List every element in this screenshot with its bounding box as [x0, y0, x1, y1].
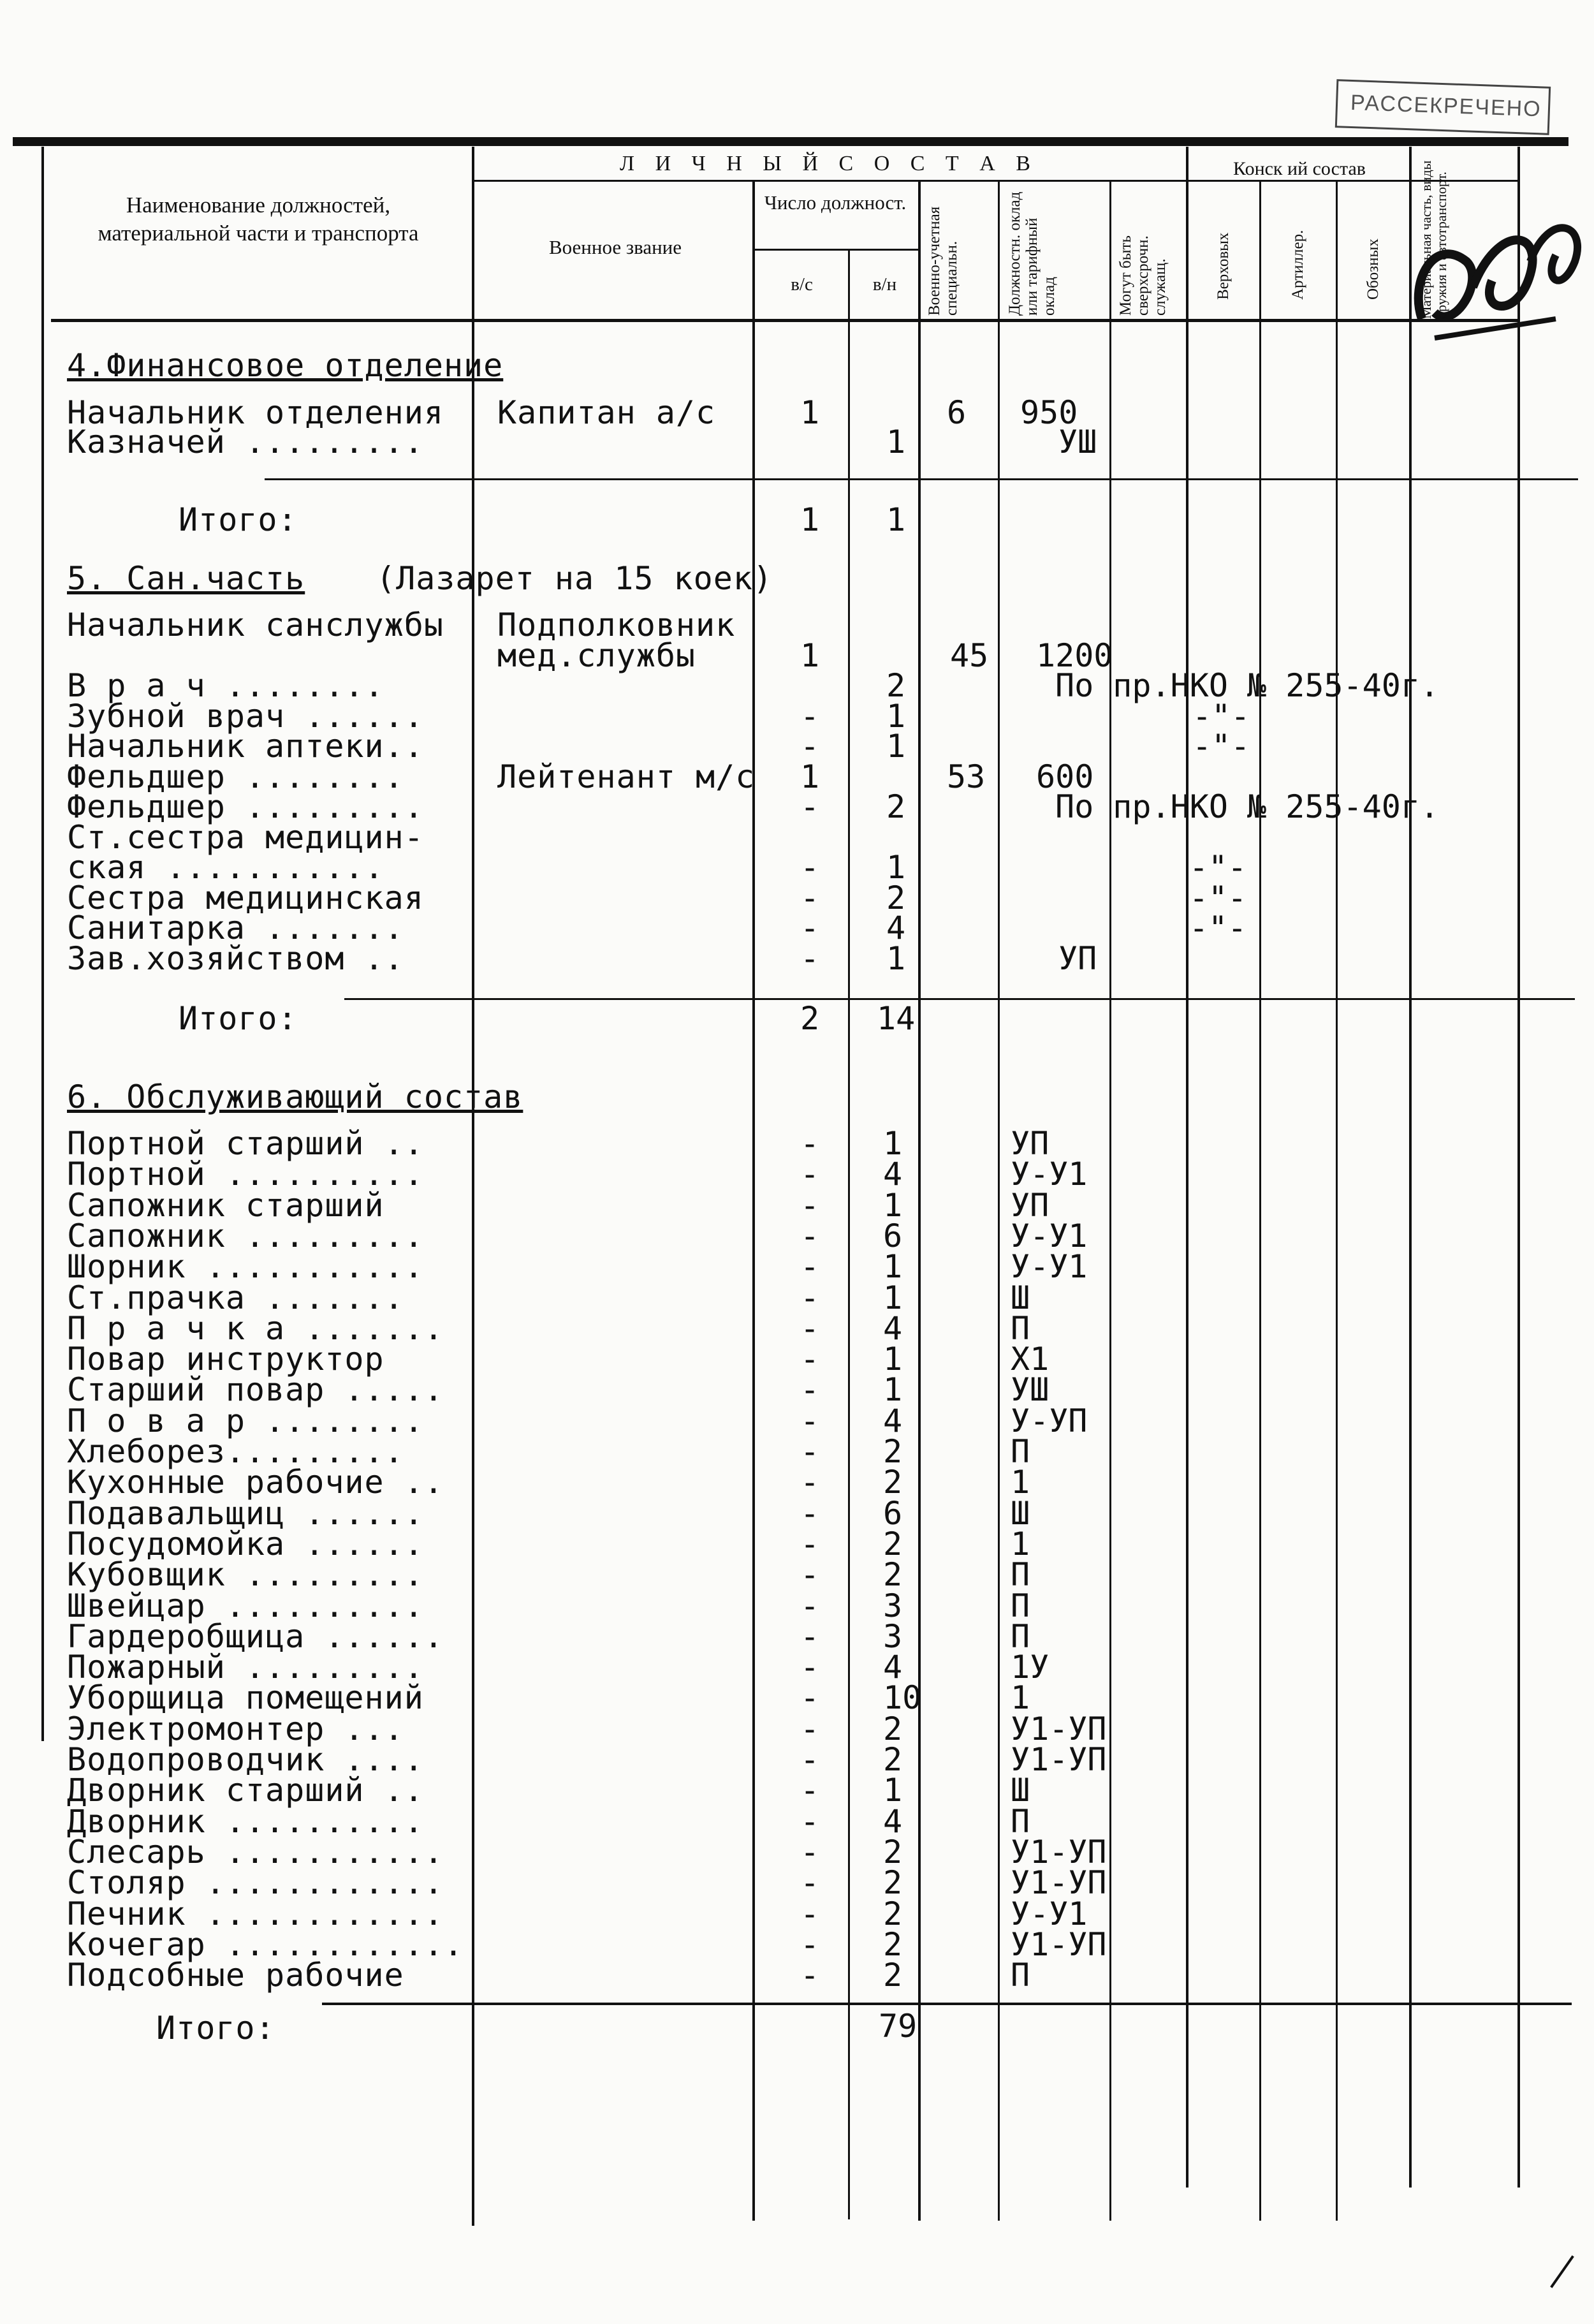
row-vs: -: [800, 909, 820, 946]
row-salary: П: [1011, 1556, 1030, 1593]
row-salary: У1-УП: [1011, 1741, 1107, 1778]
group-rule: [472, 180, 1517, 182]
row-vs: -: [800, 1279, 820, 1316]
row-salary: 600: [1036, 758, 1094, 795]
row-vs: -: [800, 788, 820, 825]
col-name-header: Наименование должностей, материальной части и транспорта: [98, 193, 419, 246]
row-salary: УШ: [1011, 1371, 1049, 1408]
row-vs: -: [800, 1371, 820, 1408]
row-name: П о в а р ........: [67, 1402, 424, 1439]
col-salary-header: Должностн. оклад или тарифный оклад: [1006, 191, 1058, 316]
row-vn: 4: [883, 1310, 903, 1347]
section-subtitle-medical: (Лазарет на 15 коек): [376, 560, 773, 597]
row-vs: -: [800, 1803, 820, 1840]
row-name: Хлеборез.........: [67, 1433, 404, 1470]
row-vn: 2: [883, 1433, 903, 1470]
row-salary: П: [1011, 1310, 1030, 1347]
row-name: Зубной врач ......: [67, 698, 424, 735]
row-name: Портной старший ..: [67, 1125, 424, 1162]
col-sep-1: [472, 147, 474, 2226]
finance-rule: [265, 478, 1578, 480]
row-name: В р а ч ........: [67, 667, 384, 704]
row-salary: Ш: [1011, 1772, 1030, 1809]
row-vn: 2: [883, 1556, 903, 1593]
group-personnel-header: Л И Ч Н Ы Й С О С Т А В: [620, 152, 1038, 175]
row-vn: 3: [883, 1587, 903, 1624]
row-name: Кухонные рабочие ..: [67, 1464, 444, 1501]
total-vs: 1: [800, 501, 820, 538]
row-vus: 53: [947, 758, 986, 795]
row-vn: 1: [883, 1248, 903, 1285]
col-vus-header: Военно-учетная специальн.: [926, 206, 960, 316]
header-bottom-rule: [51, 319, 1517, 322]
row-vn: 4: [883, 1649, 903, 1686]
row-salary: П: [1011, 1618, 1030, 1655]
total-vn: 1: [886, 501, 906, 538]
col-sep-5: [998, 180, 1000, 2221]
row-salary: УП: [1011, 1187, 1049, 1224]
row-vs: -: [800, 1679, 820, 1716]
row-name: Повар инструктор: [67, 1341, 384, 1378]
row-salary: У-У1: [1011, 1248, 1088, 1285]
row-name: Электромонтер ...: [67, 1710, 404, 1747]
row-vn: 1: [883, 1187, 903, 1224]
row-name: Подсобные рабочие: [67, 1957, 404, 1994]
col-vn-header: в/н: [872, 274, 897, 295]
row-rank: Капитан а/с: [497, 394, 716, 431]
row-vs: -: [800, 1495, 820, 1532]
row-salary: -"-: [1189, 909, 1247, 946]
row-name: Печник ............: [67, 1895, 444, 1932]
col-extra-header: Могут быть сверхсрочн. служащ.: [1117, 235, 1169, 316]
row-vs: -: [800, 1464, 820, 1501]
row-vs: -: [800, 849, 820, 886]
col-sep-7: [1186, 147, 1188, 2188]
row-vs: -: [800, 1618, 820, 1655]
row-name: Уборщица помещений: [67, 1679, 424, 1716]
col-sep-11: [1517, 147, 1520, 2188]
row-salary: 1200: [1036, 637, 1113, 674]
col-sep-6: [1109, 180, 1111, 2221]
row-vs: -: [800, 1526, 820, 1563]
row-vn: 1: [886, 728, 906, 765]
row-vn: 2: [883, 1741, 903, 1778]
declassified-stamp: [1335, 79, 1551, 135]
row-name: Швейцар ..........: [67, 1587, 424, 1624]
row-name: Начальник аптеки..: [67, 728, 424, 765]
row-name: Ст.прачка .......: [67, 1279, 404, 1316]
row-vs: -: [800, 1402, 820, 1439]
row-name: Портной ..........: [67, 1156, 424, 1193]
row-rank: Подполковник: [497, 607, 736, 644]
row-salary: 1У: [1011, 1649, 1049, 1686]
col-count-header: Число должност.: [764, 191, 907, 214]
row-vn: 3: [883, 1618, 903, 1655]
group-horses-header: Конск ий состав: [1233, 158, 1366, 179]
col-artillery-header: Артиллер.: [1289, 230, 1306, 300]
row-salary: П: [1011, 1433, 1030, 1470]
section-title-medical: 5. Сан.часть: [67, 560, 305, 597]
row-vn: 1: [883, 1371, 903, 1408]
stamp-text: РАССЕКРЕЧЕНО: [1350, 90, 1542, 122]
row-vs: -: [800, 1125, 820, 1162]
row-name: Посудомойка ......: [67, 1526, 424, 1563]
row-salary: У1-УП: [1011, 1926, 1107, 1963]
row-name: Сапожник старший: [67, 1187, 384, 1224]
row-vn: 1: [883, 1125, 903, 1162]
row-name: Фельдшер ........: [67, 758, 404, 795]
row-name: Кубовщик .........: [67, 1556, 424, 1593]
row-salary: У-УП: [1011, 1402, 1088, 1439]
row-vs: -: [800, 879, 820, 916]
col-wagon-header: Обозных: [1364, 239, 1382, 300]
total-label: Итого:: [179, 501, 298, 538]
row-vn: 1: [883, 1772, 903, 1809]
row-name: Сестра медицинская: [67, 879, 424, 916]
row-vn: 10: [883, 1679, 922, 1716]
row-salary: Ш: [1011, 1279, 1030, 1316]
row-name: Слесарь ...........: [67, 1834, 444, 1871]
row-vn: 1: [886, 940, 906, 977]
section-title-service: 6. Обслуживающий состав: [67, 1078, 523, 1115]
row-vs: -: [800, 1864, 820, 1901]
row-vn: 2: [883, 1834, 903, 1871]
row-salary: По пр.НКО № 255-40г.: [1055, 788, 1440, 825]
row-salary: П: [1011, 1957, 1030, 1994]
row-vs: -: [800, 1433, 820, 1470]
row-vs: -: [800, 940, 820, 977]
row-salary: -"-: [1192, 728, 1250, 765]
row-vn: 2: [883, 1957, 903, 1994]
row-salary: УШ: [1058, 423, 1097, 460]
col-sep-8: [1259, 180, 1261, 2221]
row-salary: П: [1011, 1587, 1030, 1624]
row-vs: -: [800, 1341, 820, 1378]
row-name: Водопроводчик ....: [67, 1741, 424, 1778]
row-vn: 4: [883, 1156, 903, 1193]
row-vs: -: [800, 1556, 820, 1593]
count-rule: [752, 249, 918, 251]
row-name: Санитарка .......: [67, 909, 404, 946]
row-vn: 4: [883, 1402, 903, 1439]
row-vs: -: [800, 1156, 820, 1193]
row-salary: 1: [1011, 1526, 1030, 1563]
row-vs: -: [800, 698, 820, 735]
row-vn: 2: [883, 1710, 903, 1747]
row-vn: 6: [883, 1495, 903, 1532]
row-vn: 1: [883, 1279, 903, 1316]
row-vn: 2: [883, 1464, 903, 1501]
total-vn: 79: [879, 2008, 918, 2045]
row-vs: 1: [800, 758, 820, 795]
row-name: Гардеробщица ......: [67, 1618, 444, 1655]
row-name: П р а ч к а .......: [67, 1310, 444, 1347]
row-vs: -: [800, 1895, 820, 1932]
col-sep-4: [918, 180, 921, 2221]
row-name: ская ...........: [67, 849, 384, 886]
row-vs: -: [800, 1587, 820, 1624]
section-title-finance: 4.Финансовое отделение: [67, 347, 504, 384]
row-name: Сапожник .........: [67, 1217, 424, 1254]
row-salary: П: [1011, 1803, 1030, 1840]
row-salary: У-У1: [1011, 1217, 1088, 1254]
row-vn: 2: [886, 667, 906, 704]
col-sep-3: [848, 249, 850, 2219]
row-vs: -: [800, 1248, 820, 1285]
row-name: Фельдшер .........: [67, 788, 424, 825]
row-salary: Ш: [1011, 1495, 1030, 1532]
row-name: Старший повар .....: [67, 1371, 444, 1408]
row-salary: -"-: [1189, 849, 1247, 886]
row-vn: 4: [883, 1803, 903, 1840]
row-name: Шорник ...........: [67, 1248, 424, 1285]
row-name: Ст.сестра медицин-: [67, 819, 424, 856]
row-vus: 6: [947, 394, 967, 431]
row-salary: У-У1: [1011, 1895, 1088, 1932]
service-rule: [322, 2003, 1572, 2005]
row-name: Подавальщиц ......: [67, 1495, 424, 1532]
row-vs: -: [800, 1217, 820, 1254]
row-vn: 1: [886, 423, 906, 460]
left-border: [41, 147, 44, 1741]
total-vn: 14: [877, 1000, 916, 1037]
row-salary: У-У1: [1011, 1156, 1088, 1193]
col-material-header: Материальная часть, виды оружия и автотранспорт.: [1418, 160, 1449, 319]
row-vs: -: [800, 728, 820, 765]
row-salary: У1-УП: [1011, 1710, 1107, 1747]
row-vn: 2: [886, 788, 906, 825]
row-vs: -: [800, 1310, 820, 1347]
row-vn: 2: [883, 1526, 903, 1563]
row-name: Казначей .........: [67, 423, 424, 460]
row-name: Начальник санслужбы: [67, 607, 444, 644]
row-vn: 2: [883, 1895, 903, 1932]
row-name: Пожарный .........: [67, 1649, 424, 1686]
col-sep-9: [1336, 180, 1338, 2221]
row-vs: -: [800, 1649, 820, 1686]
row-vn: 2: [883, 1864, 903, 1901]
row-name: Дворник старший ..: [67, 1772, 424, 1809]
total-vs: 2: [800, 1000, 820, 1037]
col-riding-header: Верховых: [1215, 232, 1232, 300]
row-name: Кочегар ............: [67, 1926, 464, 1963]
row-vn: 4: [886, 909, 906, 946]
row-vn: 2: [883, 1926, 903, 1963]
row-salary: 1: [1011, 1464, 1030, 1501]
total-label: Итого:: [156, 2010, 275, 2047]
top-rule: [13, 137, 1568, 146]
scan-mark: [1550, 2255, 1574, 2288]
row-vn: 1: [886, 698, 906, 735]
row-salary: У1-УП: [1011, 1864, 1107, 1901]
row-vs: -: [800, 1741, 820, 1778]
row-vs: -: [800, 1187, 820, 1224]
col-rank-header: Военное звание: [548, 236, 682, 258]
row-vs: 1: [800, 394, 820, 431]
row-salary: По пр.НКО № 255-40г.: [1055, 667, 1440, 704]
col-vs-header: в/с: [791, 274, 813, 295]
row-vn: 6: [883, 1217, 903, 1254]
row-vs: -: [800, 1710, 820, 1747]
row-rank: мед.службы: [497, 637, 696, 674]
row-salary: УП: [1058, 940, 1097, 977]
row-vn: 1: [883, 1341, 903, 1378]
row-salary: -"-: [1192, 698, 1250, 735]
row-name: Зав.хозяйством ..: [67, 940, 404, 977]
row-name: Дворник ..........: [67, 1803, 424, 1840]
row-salary: 1: [1011, 1679, 1030, 1716]
row-vs: -: [800, 1957, 820, 1994]
medical-rule: [344, 998, 1575, 1000]
row-name: Столяр ............: [67, 1864, 444, 1901]
col-sep-10: [1409, 147, 1412, 2188]
row-vus: 45: [950, 637, 989, 674]
row-vs: -: [800, 1926, 820, 1963]
row-vn: 2: [886, 879, 906, 916]
row-salary: Х1: [1011, 1341, 1049, 1378]
row-vs: 1: [800, 637, 820, 674]
row-vn: 1: [886, 849, 906, 886]
row-salary: У1-УП: [1011, 1834, 1107, 1871]
row-salary: УП: [1011, 1125, 1049, 1162]
row-salary: -"-: [1189, 879, 1247, 916]
row-rank: Лейтенант м/с: [497, 758, 756, 795]
row-vs: -: [800, 1834, 820, 1871]
row-name: Начальник отделения: [67, 394, 444, 431]
row-salary: 950: [1020, 394, 1078, 431]
col-sep-2: [752, 180, 755, 2221]
total-label: Итого:: [179, 1000, 298, 1037]
row-vs: -: [800, 1772, 820, 1809]
